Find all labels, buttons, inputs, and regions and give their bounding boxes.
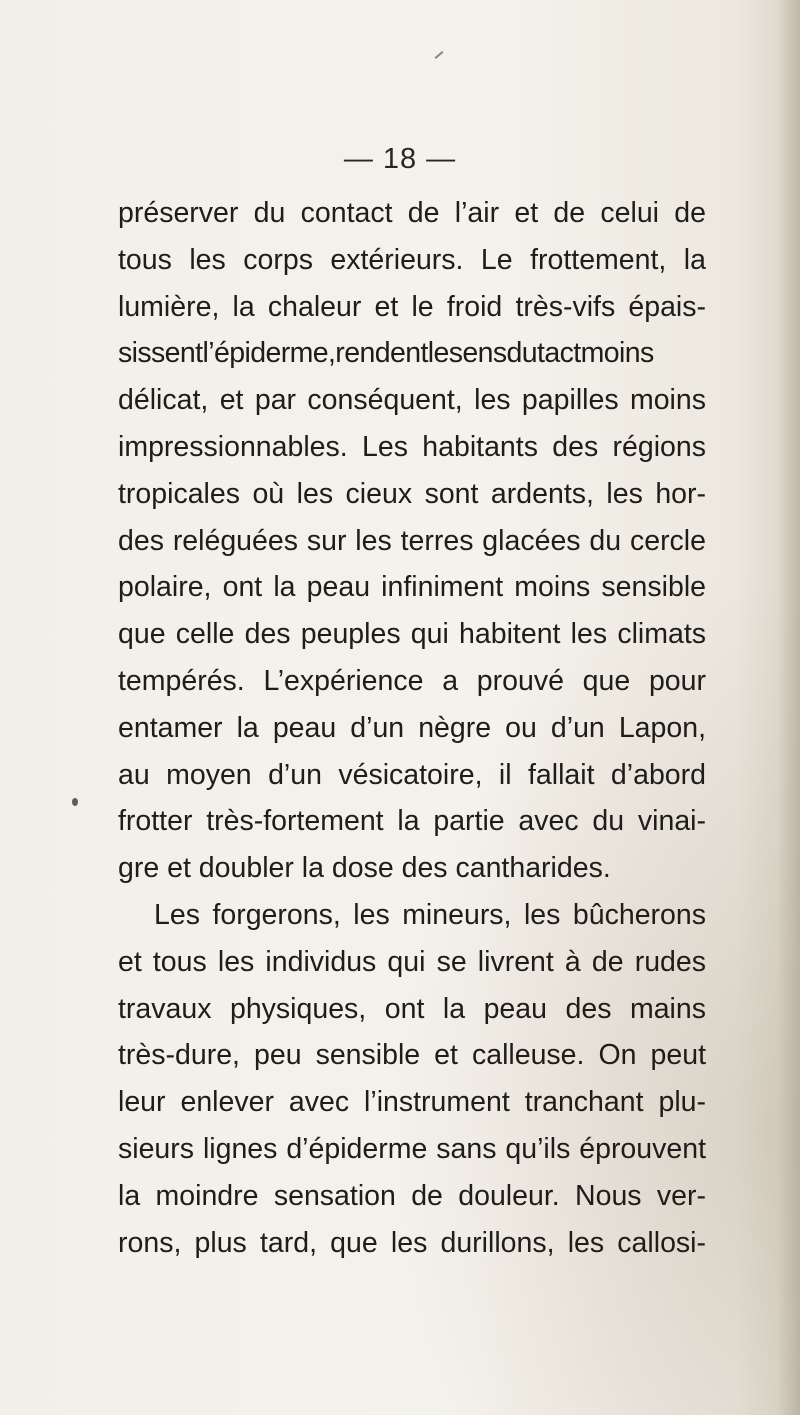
text-line: au moyen d’un vésicatoire, il fallait d’abord bbox=[118, 758, 706, 791]
ink-speck bbox=[72, 798, 78, 806]
text-line: impressionnables. Les habitants des régions bbox=[118, 430, 706, 463]
text-line: Les forgerons, les mineurs, les bûcherons bbox=[154, 898, 706, 931]
text-line: tous les corps extérieurs. Le frottement, la bbox=[118, 243, 706, 276]
text-line: des reléguées sur les terres glacées du cercle bbox=[118, 524, 706, 557]
ink-mark bbox=[435, 51, 444, 59]
text-line: entamer la peau d’un nègre ou d’un Lapon, bbox=[118, 711, 706, 744]
text-line: leur enlever avec l’instrument tranchant plu- bbox=[118, 1086, 706, 1119]
text-line: que celle des peuples qui habitent les climats bbox=[118, 618, 706, 651]
text-line: sissentl’épiderme,rendentlesensdutactmoins bbox=[118, 337, 654, 370]
text-line: polaire, ont la peau infiniment moins sensible bbox=[118, 571, 706, 604]
text-line: tropicales où les cieux sont ardents, les hor- bbox=[118, 477, 706, 510]
page-edge-shadow bbox=[778, 0, 800, 1415]
text-line: et tous les individus qui se livrent à de rudes bbox=[118, 945, 706, 978]
text-line: frotter très-fortement la partie avec du vinai- bbox=[118, 805, 706, 838]
text-line: rons, plus tard, que les durillons, les callosi- bbox=[118, 1226, 706, 1259]
text-line: travaux physiques, ont la peau des mains bbox=[118, 992, 706, 1025]
text-line: tempérés. L’expérience a prouvé que pour bbox=[118, 664, 706, 697]
page-number: — 18 — bbox=[343, 143, 457, 175]
text-line: délicat, et par conséquent, les papilles moins bbox=[118, 384, 706, 417]
text-line: sieurs lignes d’épiderme sans qu’ils éprouvent bbox=[118, 1132, 706, 1165]
text-line: lumière, la chaleur et le froid très-vifs épais- bbox=[118, 290, 706, 323]
text-line: très-dure, peu sensible et calleuse. On peut bbox=[118, 1039, 706, 1072]
text-line: la moindre sensation de douleur. Nous ver- bbox=[118, 1179, 706, 1212]
body-text bbox=[118, 190, 706, 1266]
text-line: préserver du contact de l’air et de celui de bbox=[118, 197, 706, 229]
text-line: gre et doubler la dose des cantharides. bbox=[118, 852, 611, 885]
